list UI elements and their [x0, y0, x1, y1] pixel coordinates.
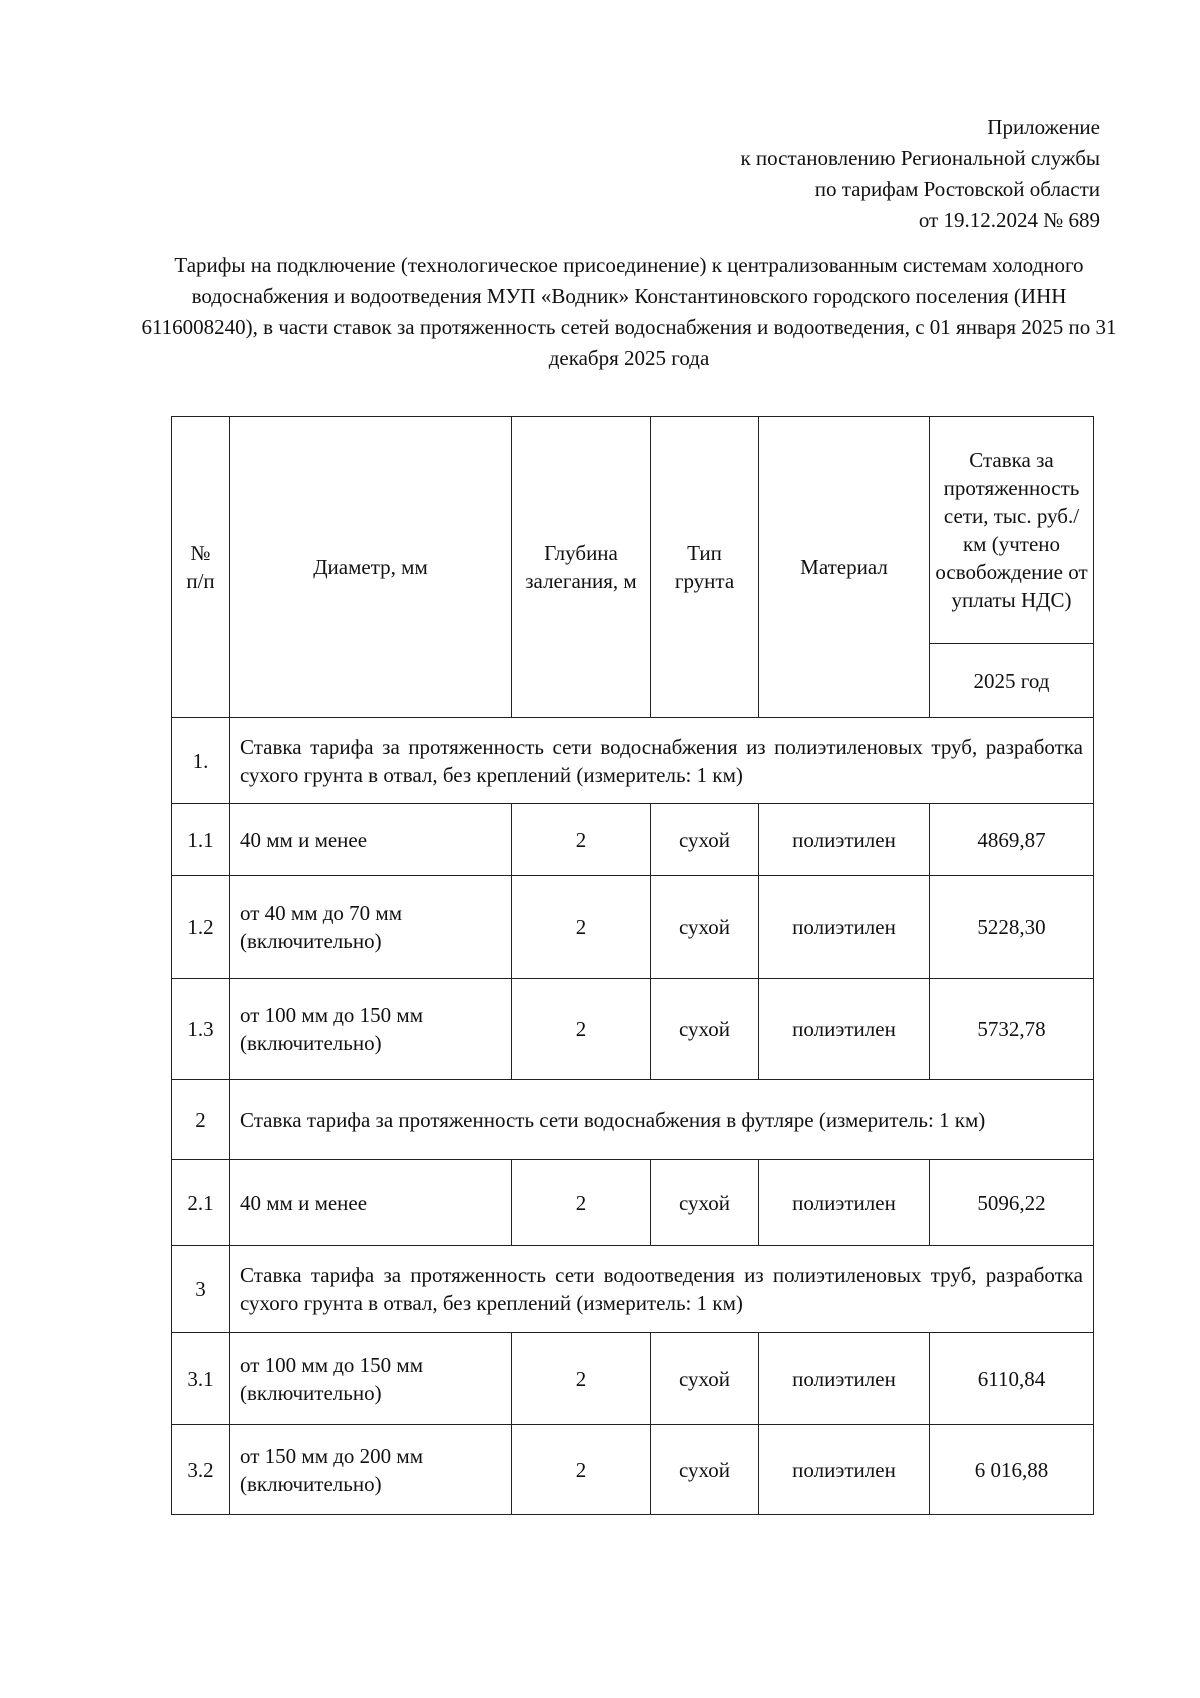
row-soil: сухой [651, 979, 759, 1080]
appendix-line: от 19.12.2024 № 689 [918, 208, 1100, 232]
row-num: 1.3 [172, 979, 230, 1080]
row-depth: 2 [512, 1425, 651, 1515]
section-row [172, 1080, 1094, 1160]
table-row [172, 1425, 1094, 1515]
row-soil: сухой [651, 1333, 759, 1425]
row-diameter: 40 мм и менее [230, 1160, 512, 1246]
row-material: полиэтилен [759, 1333, 930, 1425]
row-rate: 6 016,88 [930, 1425, 1094, 1515]
header-num: № п/п [172, 417, 230, 718]
row-material: полиэтилен [759, 876, 930, 979]
table-row [172, 979, 1094, 1080]
tariff-table [171, 416, 1094, 1515]
row-num: 2.1 [172, 1160, 230, 1246]
section-title: Ставка тарифа за протяженность сети водоснабжения из полиэтиленовых труб, разработка сухого грунта в отвал, без креплений (измеритель: 1 км) [230, 718, 1094, 804]
row-depth: 2 [512, 876, 651, 979]
appendix-line: Приложение [987, 115, 1100, 139]
row-rate: 6110,84 [930, 1333, 1094, 1425]
row-soil: сухой [651, 1160, 759, 1246]
row-soil: сухой [651, 876, 759, 979]
row-rate: 4869,87 [930, 804, 1094, 876]
header-diameter: Диаметр, мм [230, 417, 512, 718]
header-material: Материал [759, 417, 930, 718]
row-material: полиэтилен [759, 804, 930, 876]
row-diameter: 40 мм и менее [230, 804, 512, 876]
row-diameter: от 40 мм до 70 мм (включительно) [230, 876, 512, 979]
row-soil: сухой [651, 1425, 759, 1515]
table-row [172, 804, 1094, 876]
row-material: полиэтилен [759, 1160, 930, 1246]
section-num: 1. [172, 718, 230, 804]
row-soil: сухой [651, 804, 759, 876]
row-diameter: от 100 мм до 150 мм (включительно) [230, 1333, 512, 1425]
row-rate: 5732,78 [930, 979, 1094, 1080]
table-row [172, 1160, 1094, 1246]
document-title: Тарифы на подключение (технологическое присоединение) к централизованным системам холодного водоснабжения и водоотведения МУП «Водник» Константиновского городского поселения (ИНН 6116008240), в части ставок за протяженность сетей водоснабжения и водоотведения, с 01 января 2025 по 31 декабря 2025 года [141, 253, 1117, 370]
row-diameter: от 150 мм до 200 мм (включительно) [230, 1425, 512, 1515]
row-rate: 5228,30 [930, 876, 1094, 979]
header-rate: Ставка за протяженность сети, тыс. руб./км (учтено освобождение от уплаты НДС) [930, 417, 1094, 644]
row-depth: 2 [512, 804, 651, 876]
section-title: Ставка тарифа за протяженность сети водоотведения из полиэтиленовых труб, разработка сухого грунта в отвал, без креплений (измеритель: 1 км) [230, 1246, 1094, 1333]
row-rate: 5096,22 [930, 1160, 1094, 1246]
row-depth: 2 [512, 979, 651, 1080]
row-num: 1.2 [172, 876, 230, 979]
row-material: полиэтилен [759, 979, 930, 1080]
row-diameter: от 100 мм до 150 мм (включительно) [230, 979, 512, 1080]
section-row [172, 718, 1094, 804]
row-depth: 2 [512, 1333, 651, 1425]
appendix-block [740, 112, 1100, 236]
table-row [172, 876, 1094, 979]
header-soil: Тип грунта [651, 417, 759, 718]
section-num: 2 [172, 1080, 230, 1160]
row-num: 3.2 [172, 1425, 230, 1515]
section-row [172, 1246, 1094, 1333]
table-row [172, 1333, 1094, 1425]
row-depth: 2 [512, 1160, 651, 1246]
header-year: 2025 год [930, 644, 1094, 718]
appendix-line: по тарифам Ростовской области [814, 177, 1100, 201]
row-num: 3.1 [172, 1333, 230, 1425]
header-depth: Глубина залегания, м [512, 417, 651, 718]
row-material: полиэтилен [759, 1425, 930, 1515]
row-num: 1.1 [172, 804, 230, 876]
appendix-line: к постановлению Региональной службы [740, 146, 1100, 170]
section-title: Ставка тарифа за протяженность сети водоснабжения в футляре (измеритель: 1 км) [230, 1080, 1094, 1160]
section-num: 3 [172, 1246, 230, 1333]
